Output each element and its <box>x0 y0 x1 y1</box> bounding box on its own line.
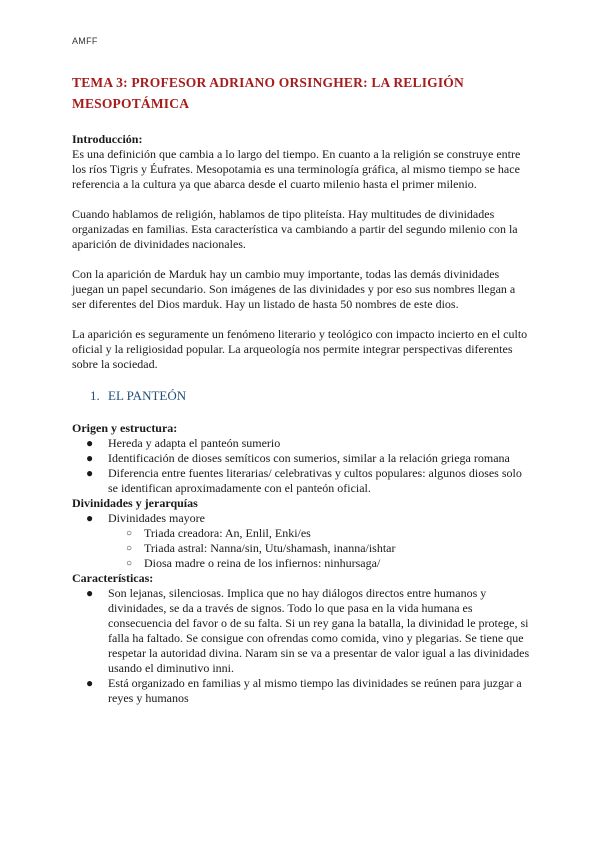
list-item-text: Está organizado en familias y al mismo tiempo las divinidades se reúnen para juzgar a reyes y humanos <box>108 676 522 705</box>
bullet-icon: ● <box>86 451 94 465</box>
caracteristicas-heading: Características: <box>72 571 154 585</box>
intro-paragraph-2: Cuando hablamos de religión, hablamos de tipo pliteísta. Hay multitudes de divinidades organizadas en familias. Esta característica va cambiando a partir del segundo milenio con la aparición de divinidades nacionales. <box>72 207 518 251</box>
intro-paragraph-1: Es una definición que cambia a lo largo del tiempo. En cuanto a la religión se construye entre los ríos Tigris y Éufrates. Mesopotamia es una terminología gráfica, al mismo tiempo se hace referencia a la cultura ya que abarca desde el cuarto milenio hasta el primer milenio. <box>72 147 521 191</box>
list-item <box>72 511 532 526</box>
list-item-text: Identificación de dioses semíticos con sumerios, similar a la relación griega romana <box>108 451 510 465</box>
section-title: EL PANTEÓN <box>108 388 187 403</box>
bullet-icon: ● <box>86 676 94 690</box>
caracteristicas-list <box>72 586 532 706</box>
document-title: TEMA 3: PROFESOR ADRIANO ORSINGHER: LA RELIGIÓN MESOPOTÁMICA <box>72 75 464 111</box>
document-body <box>72 72 532 706</box>
list-item <box>72 466 532 496</box>
list-item <box>72 676 532 706</box>
circle-bullet-icon: ○ <box>126 528 133 539</box>
bullet-icon: ● <box>86 466 94 480</box>
list-item <box>72 451 532 466</box>
divinidades-list <box>72 511 532 571</box>
intro-heading: Introducción: <box>72 132 143 146</box>
circle-bullet-icon: ○ <box>126 543 133 554</box>
sub-list-item <box>72 556 532 571</box>
intro-paragraph-4: La aparición es seguramente un fenómeno literario y teológico con impacto incierto en el culto oficial y la religiosidad popular. La arqueología nos permite integrar perspectivas diferentes sobre la sociedad. <box>72 327 528 371</box>
list-item-text: Triada creadora: An, Enlil, Enki/es <box>144 526 311 540</box>
sub-list-item <box>72 526 532 541</box>
list-item-text: Diosa madre o reina de los infiernos: ninhursaga/ <box>144 556 381 570</box>
list-item <box>72 586 532 676</box>
list-item-text: Triada astral: Nanna/sin, Utu/shamash, inanna/ishtar <box>144 541 396 555</box>
section-number: 1. <box>90 388 100 403</box>
list-item-text: Hereda y adapta el panteón sumerio <box>108 436 281 450</box>
divinidades-heading: Divinidades y jerarquías <box>72 496 198 510</box>
section-heading-panteon <box>90 387 532 405</box>
list-item-text: Divinidades mayore <box>108 511 205 525</box>
list-item-text: Son lejanas, silenciosas. Implica que no hay diálogos directos entre humanos y divinidades, se da a través de signos. Todo lo que pasa en la vida humana es consecuencia del favor o de su falta. Si un rey gana la batalla, la divinidad le protege, si falla ha faltado. Se consigue con ofrendas como comida, vino y plegarias. Se tiene que respetar la autoridad divina. Naram sin se va a presentar de valor igual a las divinidades usando el diminutivo inni. <box>108 586 530 675</box>
origen-heading: Origen y estructura: <box>72 421 178 435</box>
list-item-text: Diferencia entre fuentes literarias/ celebrativas y cultos populares: algunos dioses solo se identifican aproximadamente con el panteón oficial. <box>108 466 522 495</box>
intro-paragraph-3: Con la aparición de Marduk hay un cambio muy importante, todas las demás divinidades juegan un papel secundario. Son imágenes de las divinidades y por eso sus nombres llegan a ser diferentes del Dios marduk. Hay un listado de hasta 50 nombres de este dios. <box>72 267 516 311</box>
bullet-icon: ● <box>86 586 94 600</box>
list-item <box>72 436 532 451</box>
sub-list-item <box>72 541 532 556</box>
page-header: AMFF <box>72 36 98 46</box>
bullet-icon: ● <box>86 436 94 450</box>
bullet-icon: ● <box>86 511 94 525</box>
origen-list <box>72 436 532 496</box>
circle-bullet-icon: ○ <box>126 558 133 569</box>
